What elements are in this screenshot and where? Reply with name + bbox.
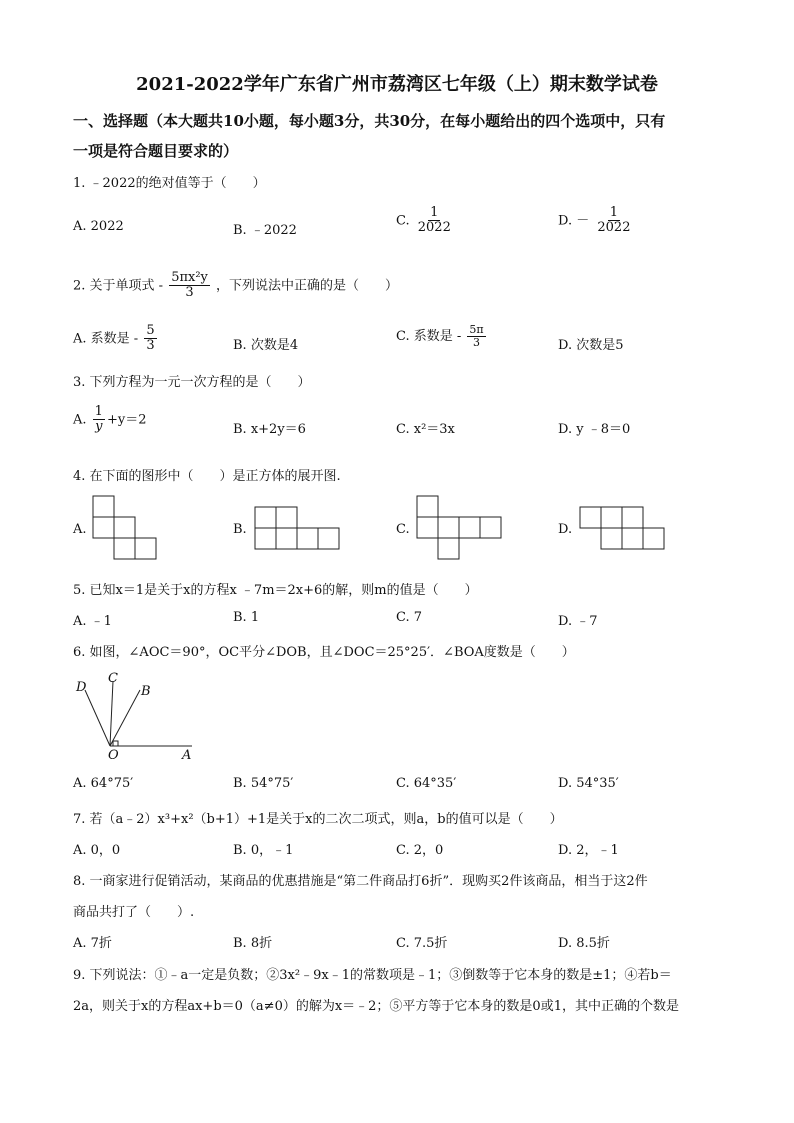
- q1-c-den: 2022: [417, 220, 451, 236]
- q2-a-num: 5: [146, 323, 155, 338]
- q3-a-den: y: [95, 419, 103, 435]
- q6-option-c: C. 64°35′: [396, 776, 457, 791]
- q2-c-num: 5π: [469, 323, 484, 336]
- q6-label-d: D: [76, 680, 87, 695]
- q8-option-b: B. 8折: [233, 936, 273, 951]
- q4-stem: 4. 在下面的图形中（ ）是正方体的展开图.: [73, 469, 341, 484]
- q4-net-c-figure: [417, 496, 503, 562]
- q4-option-a: A.: [73, 522, 87, 537]
- q1-option-a: A. 2022: [73, 219, 124, 234]
- q2-num: 5πx²y: [171, 270, 208, 285]
- q2-stem: [73, 271, 398, 301]
- page-title: 2021-2022学年广东省广州市荔湾区七年级（上）期末数学试卷: [136, 74, 658, 95]
- q1-c-prefix: C.: [396, 213, 410, 229]
- q5-option-c: C. 7: [396, 610, 423, 625]
- q2-stem-fraction: [169, 271, 210, 301]
- q7-stem: 7. 若（a﹣2）x³+x²（b+1）+1是关于x的二次二项式，则a，b的值可以是（ ）: [73, 812, 563, 827]
- q1-option-d: [558, 206, 634, 236]
- q6-option-b: B. 54°75′: [233, 776, 294, 791]
- q2-stem-pre: 2. 关于单项式 -: [73, 278, 164, 294]
- q4-option-d: D.: [558, 522, 573, 537]
- q6-stem: 6. 如图，∠AOC＝90°，OC平分∠DOB，且∠DOC＝25°25′．∠BOA度数是（ ）: [73, 645, 575, 660]
- q1-d-prefix: D. －: [558, 213, 590, 229]
- q2-c-fraction: [467, 324, 485, 349]
- q6-label-c: C: [108, 671, 118, 686]
- q1-d-den: 2022: [597, 220, 631, 236]
- q6-option-a: A. 64°75′: [73, 776, 134, 791]
- q3-a-num: 1: [94, 404, 103, 419]
- q3-a-fraction: [93, 405, 105, 435]
- q1-d-fraction: [595, 206, 632, 236]
- q8-option-a: A. 7折: [73, 936, 112, 951]
- right-angle-mark: [113, 741, 118, 746]
- q4-net-d-figure: [580, 507, 666, 551]
- q6-angle-figure: [70, 668, 200, 768]
- q2-option-b: B. 次数是4: [233, 338, 299, 353]
- q7-option-c: C. 2，0: [396, 843, 444, 858]
- section-heading-line1: 一、选择题（本大题共10小题，每小题3分，共30分，在每小题给出的四个选项中，只有: [73, 112, 666, 130]
- q6-label-o: O: [108, 748, 119, 763]
- q5-stem: 5. 已知x＝1是关于x的方程x ﹣7m＝2x+6的解，则m的值是（ ）: [73, 583, 478, 598]
- q8-stem-line2: 商品共打了（ ）.: [73, 905, 195, 920]
- q3-option-a: [73, 405, 146, 435]
- q5-option-a: A. ﹣1: [73, 614, 112, 629]
- q9-stem-line1: 9. 下列说法：①﹣a一定是负数；②3x²﹣9x﹣1的常数项是﹣1；③倒数等于它本身的数是±1；④若b＝: [73, 968, 672, 983]
- q7-option-a: A. 0，0: [73, 843, 121, 858]
- q4-net-b-figure: [255, 507, 341, 551]
- q1-d-num: 1: [609, 205, 619, 220]
- ray-od: [85, 690, 110, 746]
- q6-label-b: B: [141, 684, 151, 699]
- q7-option-b: B. 0，﹣1: [233, 843, 294, 858]
- q3-option-d: D. y ﹣8＝0: [558, 422, 631, 437]
- q5-option-b: B. 1: [233, 610, 260, 625]
- q2-stem-post: ，下列说法中正确的是（ ）: [216, 278, 399, 294]
- q3-a-pre: A.: [73, 412, 87, 428]
- q2-c-den: 3: [473, 336, 481, 350]
- q1-option-c: [396, 206, 455, 236]
- q2-option-d: D. 次数是5: [558, 338, 624, 353]
- q1-stem: 1. ﹣2022的绝对值等于（ ）: [73, 176, 266, 191]
- q2-c-pre: C. 系数是 -: [396, 329, 462, 345]
- q5-option-d: D. ﹣7: [558, 614, 598, 629]
- ray-ob: [110, 690, 140, 746]
- q8-option-d: D. 8.5折: [558, 936, 610, 951]
- q1-c-num: 1: [430, 205, 439, 220]
- q2-a-den: 3: [146, 338, 155, 354]
- q3-option-c: C. x²＝3x: [396, 422, 455, 437]
- q4-net-a-figure: [93, 496, 159, 562]
- q1-c-fraction: [416, 206, 453, 236]
- q2-den: 3: [185, 285, 194, 301]
- q1-option-b: B. ﹣2022: [233, 223, 297, 238]
- q2-a-pre: A. 系数是 -: [73, 331, 139, 347]
- section-heading-line2: 一项是符合题目要求的）: [73, 142, 239, 160]
- q6-option-d: D. 54°35′: [558, 776, 619, 791]
- q6-label-a: A: [182, 748, 192, 763]
- q3-option-b: B. x+2y＝6: [233, 422, 306, 437]
- q3-stem: 3. 下列方程为一元一次方程的是（ ）: [73, 375, 311, 390]
- q3-a-post: +y＝2: [106, 412, 147, 428]
- ray-oc: [110, 681, 113, 746]
- q4-option-b: B.: [233, 522, 247, 537]
- q8-option-c: C. 7.5折: [396, 936, 448, 951]
- q4-option-c: C.: [396, 522, 410, 537]
- q2-option-c: [396, 324, 488, 349]
- q8-stem-line1: 8. 一商家进行促销活动，某商品的优惠措施是“第二件商品打6折”．现购买2件该商品，相当于这2件: [73, 874, 648, 889]
- q7-option-d: D. 2，﹣1: [558, 843, 619, 858]
- q2-a-fraction: [144, 324, 156, 354]
- q2-option-a: [73, 324, 159, 354]
- q9-stem-line2: 2a，则关于x的方程ax+b＝0（a≠0）的解为x＝﹣2；⑤平方等于它本身的数是0或1，其中正确的个数是: [73, 999, 679, 1014]
